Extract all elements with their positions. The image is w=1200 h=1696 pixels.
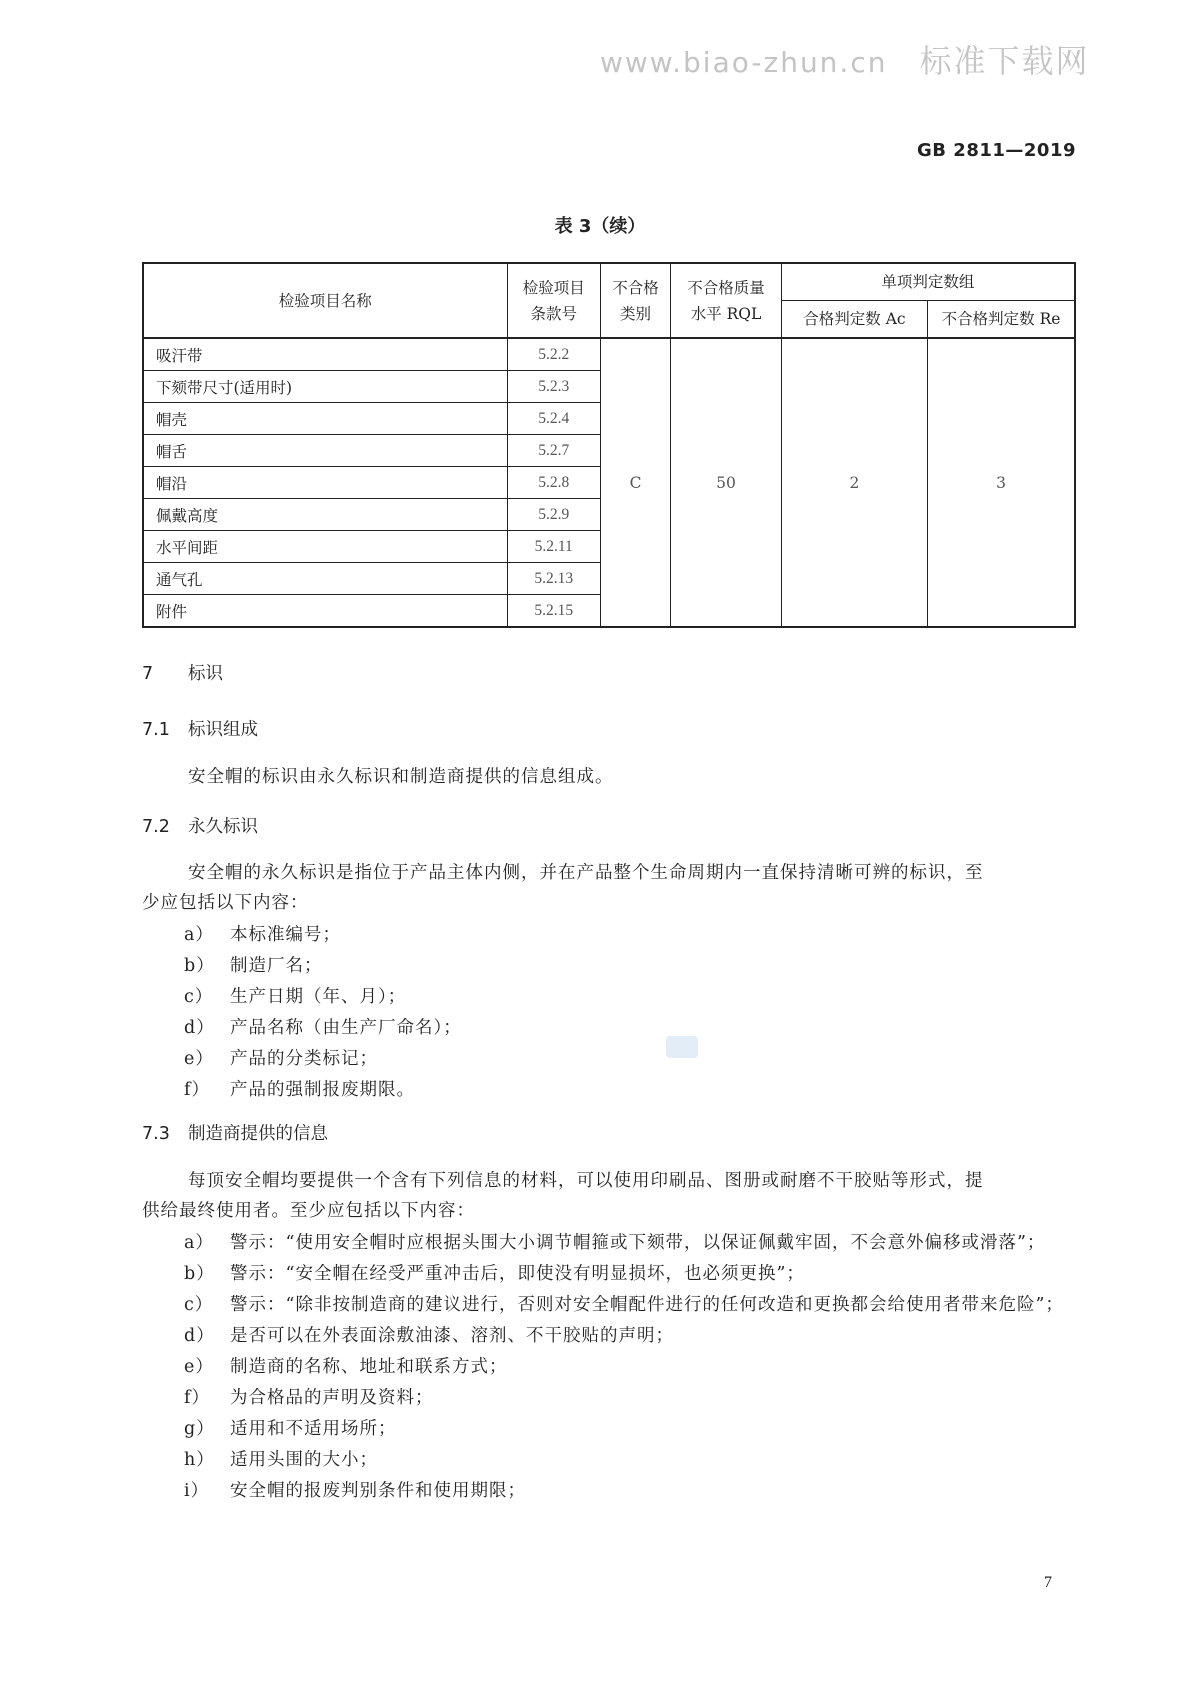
list-text: 适用头围的大小； xyxy=(230,1450,378,1470)
list-item xyxy=(184,1476,1076,1507)
section-title: 永久标识 xyxy=(188,817,258,837)
list-marker: g） xyxy=(184,1419,215,1439)
list-text: 生产日期（年、月）； xyxy=(230,987,407,1007)
row-clause: 5.2.7 xyxy=(507,435,600,467)
list-item xyxy=(184,1013,1076,1044)
list-text: 是否可以在外表面涂敷油漆、溶剂、不干胶贴的声明； xyxy=(230,1326,674,1346)
section-7-2-body xyxy=(142,858,1076,918)
section-7-1-body xyxy=(142,762,1076,792)
header-rql xyxy=(671,263,782,338)
paragraph-line: 供给最终使用者。至少应包括以下内容： xyxy=(142,1201,475,1221)
list-marker: e） xyxy=(184,1049,214,1069)
row-item-name: 佩戴高度 xyxy=(143,499,507,531)
row-clause: 5.2.11 xyxy=(507,531,600,563)
paragraph-line: 少应包括以下内容： xyxy=(142,893,309,913)
section-number: 7 xyxy=(142,664,154,684)
header-clause-line2: 条款号 xyxy=(530,304,577,323)
row-item-name: 通气孔 xyxy=(143,563,507,595)
watermark-site-name: 标准下载网 xyxy=(919,42,1090,80)
list-text: 警示：“使用安全帽时应根据头围大小调节帽箍或下颏带，以保证佩戴牢固，不会意外偏移或滑落”； xyxy=(230,1233,1046,1253)
row-item-name: 下颏带尺寸(适用时) xyxy=(143,371,507,403)
paragraph-line: 安全帽的标识由永久标识和制造商提供的信息组成。 xyxy=(188,767,614,787)
list-item xyxy=(184,1445,1076,1476)
header-category xyxy=(600,263,670,338)
section-7-3-body xyxy=(142,1166,1076,1226)
row-clause: 5.2.4 xyxy=(507,403,600,435)
row-clause: 5.2.15 xyxy=(507,595,600,628)
list-item xyxy=(184,920,1076,951)
row-clause: 5.2.8 xyxy=(507,467,600,499)
list-marker: c） xyxy=(184,1295,214,1315)
list-item xyxy=(184,951,1076,982)
paragraph-line: 每顶安全帽均要提供一个含有下列信息的材料，可以使用印刷品、图册或耐磨不干胶贴等形式，提 xyxy=(188,1171,984,1191)
list-marker: c） xyxy=(184,987,214,1007)
table-title: 表 3（续） xyxy=(554,216,646,237)
list-text: 制造商的名称、地址和联系方式； xyxy=(230,1357,508,1377)
list-marker: f） xyxy=(184,1388,210,1408)
list-item xyxy=(184,1259,1076,1290)
list-text: 安全帽的报废判别条件和使用期限； xyxy=(230,1481,526,1501)
section-7-3-heading xyxy=(142,1120,328,1145)
table-row xyxy=(143,338,1075,371)
page-number: 7 xyxy=(1044,1574,1052,1591)
list-text: 制造厂名； xyxy=(230,956,323,976)
list-text: 产品的强制报废期限。 xyxy=(230,1080,415,1100)
header-ac: 合格判定数 Ac xyxy=(781,301,927,339)
manufacturer-info-list xyxy=(184,1228,1076,1507)
paragraph-line: 安全帽的永久标识是指位于产品主体内侧，并在产品整个生命周期内一直保持清晰可辨的标识，至 xyxy=(188,863,984,883)
list-item xyxy=(184,982,1076,1013)
section-title: 制造商提供的信息 xyxy=(188,1124,328,1144)
inspection-table xyxy=(142,262,1076,628)
list-text: 产品的分类标记； xyxy=(230,1049,378,1069)
list-marker: f） xyxy=(184,1080,210,1100)
list-marker: i） xyxy=(184,1481,210,1501)
watermark xyxy=(600,36,1090,82)
list-item xyxy=(184,1075,1076,1106)
header-category-line2: 类别 xyxy=(620,304,652,323)
list-text: 警示：“除非按制造商的建议进行，否则对安全帽配件进行的任何改造和更换都会给使用者带来危险”； xyxy=(230,1295,1064,1315)
row-item-name: 帽舌 xyxy=(143,435,507,467)
row-item-name: 附件 xyxy=(143,595,507,628)
header-item-name: 检验项目名称 xyxy=(143,263,507,338)
row-clause: 5.2.9 xyxy=(507,499,600,531)
list-item xyxy=(184,1414,1076,1445)
row-clause: 5.2.13 xyxy=(507,563,600,595)
section-title: 标识 xyxy=(188,664,223,684)
header-clause xyxy=(507,263,600,338)
section-number: 7.1 xyxy=(142,720,170,740)
list-item xyxy=(184,1290,1076,1321)
list-item xyxy=(184,1228,1076,1259)
watermark-stamp xyxy=(666,1036,698,1058)
list-marker: a） xyxy=(184,1233,214,1253)
list-marker: b） xyxy=(184,956,215,976)
list-item xyxy=(184,1321,1076,1352)
list-text: 产品名称（由生产厂命名）； xyxy=(230,1018,462,1038)
list-text: 适用和不适用场所； xyxy=(230,1419,397,1439)
row-item-name: 帽沿 xyxy=(143,467,507,499)
section-title: 标识组成 xyxy=(188,720,258,740)
row-clause: 5.2.3 xyxy=(507,371,600,403)
permanent-mark-list xyxy=(184,920,1076,1106)
merged-ac: 2 xyxy=(781,338,927,627)
section-number: 7.2 xyxy=(142,817,170,837)
section-7-2-heading xyxy=(142,813,258,838)
row-item-name: 水平间距 xyxy=(143,531,507,563)
merged-rql: 50 xyxy=(671,338,782,627)
header-rql-line1: 不合格质量 xyxy=(687,278,765,297)
list-marker: a） xyxy=(184,925,214,945)
list-text: 警示：“安全帽在经受严重冲击后，即使没有明显损坏，也必须更换”； xyxy=(230,1264,805,1284)
watermark-url: www.biao-zhun.cn xyxy=(600,46,888,79)
list-marker: h） xyxy=(184,1450,215,1470)
row-item-name: 吸汗带 xyxy=(143,338,507,371)
list-marker: e） xyxy=(184,1357,214,1377)
header-category-line1: 不合格 xyxy=(612,278,659,297)
header-rql-line2: 水平 RQL xyxy=(690,304,762,323)
list-text: 本标准编号； xyxy=(230,925,341,945)
section-number: 7.3 xyxy=(142,1124,170,1144)
list-marker: d） xyxy=(184,1326,215,1346)
list-item xyxy=(184,1383,1076,1414)
list-marker: d） xyxy=(184,1018,215,1038)
merged-category: C xyxy=(600,338,670,627)
standard-code: GB 2811—2019 xyxy=(917,140,1076,161)
header-judgement-group: 单项判定数组 xyxy=(781,263,1075,301)
row-clause: 5.2.2 xyxy=(507,338,600,371)
header-re: 不合格判定数 Re xyxy=(928,301,1075,339)
merged-re: 3 xyxy=(928,338,1075,627)
list-item xyxy=(184,1352,1076,1383)
header-clause-line1: 检验项目 xyxy=(522,278,585,297)
row-item-name: 帽壳 xyxy=(143,403,507,435)
section-7-1-heading xyxy=(142,716,258,741)
list-marker: b） xyxy=(184,1264,215,1284)
list-item xyxy=(184,1044,1076,1075)
list-text: 为合格品的声明及资料； xyxy=(230,1388,434,1408)
section-7-heading xyxy=(142,660,223,685)
